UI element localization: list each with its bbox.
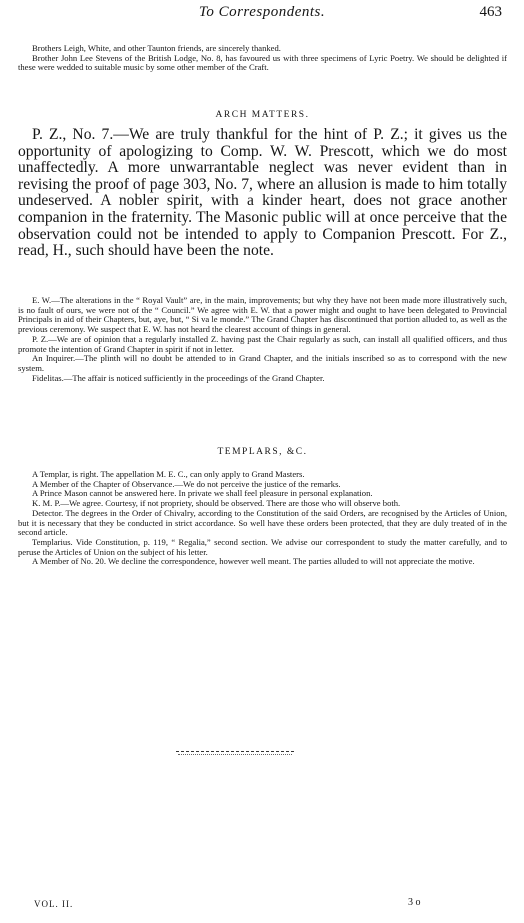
- arch-main-note: [18, 127, 507, 260]
- running-head-title: To Correspondents.: [198, 4, 326, 20]
- arch-note-inquirer: An Inquirer.—The plinth will no doubt be attended to in Grand Chapter, and the initials inscribed so as to correspond with the new system.: [18, 353, 507, 373]
- arch-note-ew: E. W.—The alterations in the “ Royal Vault” are, in the main, improvements; but why they have not been made more illustratively such, is no fault of ours, we were not of the “ Council.” We agree with E. W. that a power might and ought to have been delegated to Provincial Principals in aid of their Chapters, but, aye, but, “ Si va le monde.” The Grand Chapter has discontinued that portion alluded to, as well as the previous ceremony. We suspect that E. W. has not heard the clearest account of things in general.: [18, 295, 507, 335]
- intro-note-stevens: Brother John Lee Stevens of the British Lodge, No. 8, has favoured us with three specimens of Lyric Poetry. We should be delighted if these were wedded to suitable music by some other member of the Craft.: [18, 52, 507, 73]
- intro-note-brothers: Brothers Leigh, White, and other Taunton friends, are sincerely thanked.: [32, 43, 281, 53]
- signature-mark: 3 o: [408, 897, 421, 908]
- templars-note-templar: A Templar, is right. The appellation M. E. C., can only apply to Grand Masters.: [32, 469, 305, 479]
- volume-mark: VOL. II.: [34, 899, 74, 909]
- templars-note-detector: Detector. The degrees in the Order of Chivalry, according to the Constitution of the said Orders, are recognised by the Articles of Union, but it is necessary that they be conducted in strict accordance. So well have these orders been protected, that they are duly treated of in the second article.: [18, 507, 507, 538]
- closing-rule: [176, 751, 294, 752]
- templars-note-prince-mason: A Prince Mason cannot be answered here. In private we shall feel pleasure in personal explanation.: [32, 488, 373, 499]
- running-head: [18, 4, 506, 26]
- page-number: 463: [479, 4, 502, 20]
- section-heading-arch-matters: ARCH MATTERS.: [215, 110, 310, 120]
- templars-note-observance: A Member of the Chapter of Observance.—We do not perceive the justice of the remarks.: [32, 478, 341, 489]
- templars-note-member-20: A Member of No. 20. We decline the correspondence, however well meant. The parties alluded to will not appreciate the motive.: [32, 556, 475, 567]
- templars-notes: [18, 470, 507, 567]
- templars-note-templarius: Templarius. Vide Constitution, p. 119, “ Regalia,” second section. We advise our correspondent to study the matter carefully, and to peruse the Articles of Union on the subject of his letter.: [18, 536, 507, 557]
- templars-note-kmp: K. M. P.—We agree. Courtesy, if not propriety, should be observed. There are those who will observe both.: [32, 498, 401, 509]
- section-heading-templars: TEMPLARS, &C.: [217, 447, 308, 457]
- arch-note-pz-no7: P. Z., No. 7.—We are truly thankful for the hint of P. Z.; it gives us the opportunity of apologizing to Comp. W. W. Prescott, which we do most unaffectedly. A more unwarrantable neglect was never evident than in revising the proof of page 303, No. 7, where an allusion is made to him totally undeserved. A nobler spirit, with a kinder heart, does not grace another companion in the fraternity. The Masonic public will at once perceive that the observation could not be intended to apply to Companion Prescott. For Z., read, H., such should have been the note.: [18, 126, 507, 260]
- arch-note-pz: P. Z.—We are of opinion that a regularly installed Z. having past the Chair regularly as such, can install all qualified officers, and thus promote the intention of Grand Chapter in spirit if not in letter.: [18, 333, 507, 354]
- arch-minor-notes: [18, 296, 507, 383]
- intro-notes: [18, 44, 507, 73]
- closing-rule-dotted: [178, 754, 292, 755]
- arch-note-fidelitas: Fidelitas.—The affair is noticed sufficiently in the proceedings of the Grand Chapter.: [32, 372, 325, 383]
